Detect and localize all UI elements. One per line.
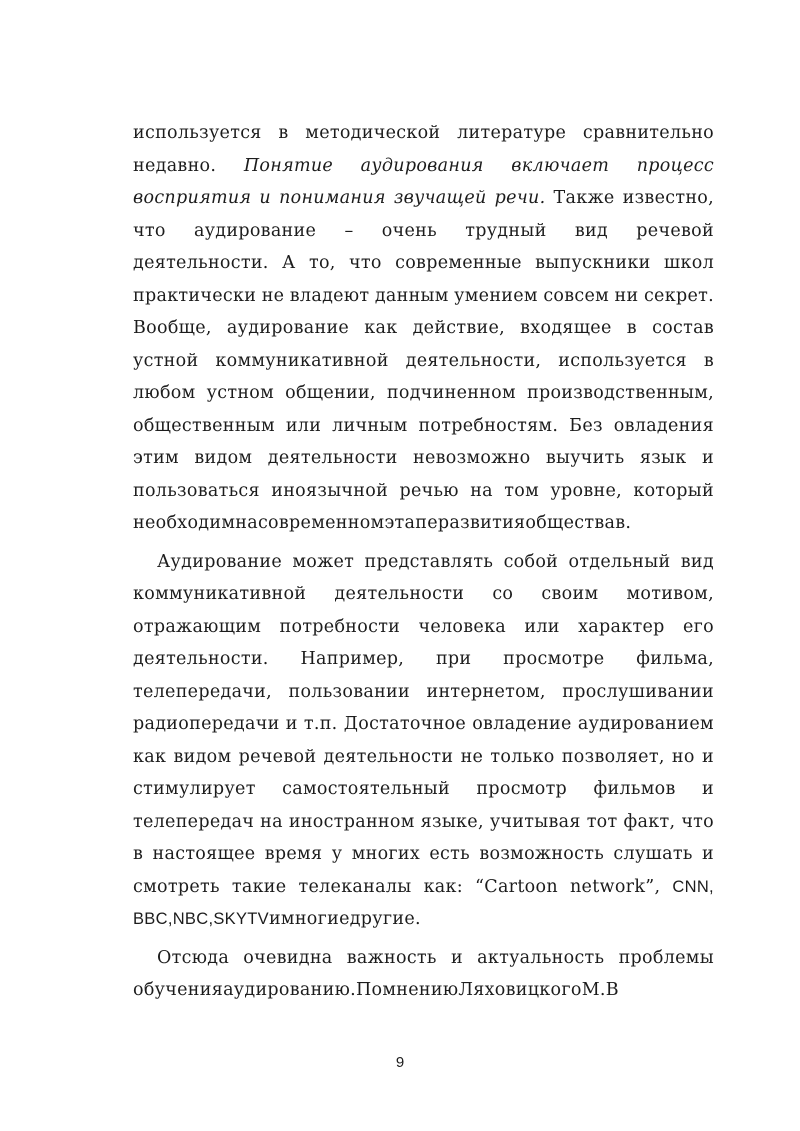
word: уровне,	[550, 480, 622, 501]
word: и	[285, 714, 298, 734]
word: у	[331, 844, 343, 864]
word: деятельности.	[133, 253, 269, 273]
text-line	[133, 974, 714, 1007]
word: входящее	[520, 318, 612, 338]
word: школ	[663, 253, 714, 273]
text-line	[133, 871, 714, 904]
text-line	[133, 578, 714, 611]
word: трудный	[465, 220, 547, 241]
word: ни	[614, 285, 639, 306]
word: очевидна	[243, 947, 333, 968]
word: и	[702, 779, 714, 799]
text-line	[133, 611, 714, 644]
word: производственным,	[527, 383, 714, 403]
word: как:	[423, 876, 463, 897]
word: и	[259, 188, 271, 208]
word: устном	[206, 383, 275, 403]
word: в	[626, 318, 637, 338]
word: выучить	[545, 448, 625, 468]
word: развития	[437, 513, 526, 533]
word: восприятия	[133, 188, 252, 208]
word: важность	[346, 947, 437, 968]
word: многих	[351, 844, 421, 864]
text-line	[133, 215, 714, 248]
word: или	[285, 415, 322, 436]
word: т.п.	[303, 714, 338, 734]
word: возможность	[479, 844, 605, 864]
word: стимулирует	[133, 779, 256, 799]
text-line	[133, 280, 714, 313]
word: этим	[133, 448, 179, 468]
text-line	[133, 838, 714, 871]
text-line	[133, 708, 714, 741]
word: тот	[586, 811, 618, 832]
word: отражающим	[133, 616, 262, 637]
word: любом	[133, 383, 196, 403]
word: деятельности,	[405, 350, 542, 371]
word: время	[264, 844, 323, 864]
word: язык	[639, 448, 687, 468]
word: том	[504, 480, 540, 501]
text-line	[133, 942, 714, 975]
word: BBC,	[133, 910, 173, 928]
word: речевой	[636, 220, 714, 241]
text-line	[133, 182, 714, 215]
word: самостоятельный	[282, 779, 450, 799]
word: личным	[332, 415, 408, 436]
word: просмотре	[503, 649, 605, 669]
text-line	[133, 117, 714, 150]
word: действие,	[412, 318, 506, 338]
word: телепередачи,	[133, 681, 272, 702]
word: речевой	[238, 746, 317, 767]
word: в	[278, 123, 289, 143]
word: иноязычной	[271, 480, 389, 501]
word: Аудирование	[157, 551, 282, 572]
word: Вообще,	[133, 318, 212, 338]
word: речью	[399, 480, 459, 501]
word: М.В	[581, 980, 619, 1000]
word: Без	[569, 415, 603, 436]
word: овладения	[613, 415, 714, 436]
word: аудирование	[193, 220, 317, 241]
word: Понятие	[243, 155, 334, 176]
word: методической	[305, 123, 441, 143]
word: позволяет,	[561, 746, 665, 767]
text-line	[133, 741, 714, 774]
word: SKY	[213, 910, 248, 928]
word: языке,	[420, 811, 484, 832]
word: мнению	[382, 980, 459, 1000]
text-line	[133, 150, 714, 183]
word: секрет.	[643, 285, 714, 306]
paragraph	[133, 546, 714, 936]
word: вид	[680, 551, 714, 572]
word: и	[701, 448, 714, 468]
word: другие.	[349, 909, 421, 929]
word: такие	[231, 876, 287, 897]
word: который	[633, 480, 714, 501]
text-line	[133, 773, 714, 806]
word: телепередач	[133, 811, 255, 832]
word: характер	[578, 616, 665, 637]
word: данным	[374, 285, 449, 306]
word: и	[701, 746, 714, 767]
word: его	[682, 616, 714, 637]
word: network”,	[569, 876, 661, 897]
word: подчиненном	[386, 383, 516, 403]
word: как	[133, 746, 167, 767]
text-line	[133, 410, 714, 443]
word: и	[450, 947, 463, 968]
word: деятельности	[323, 746, 454, 767]
word: CNN,	[672, 877, 714, 896]
word: видом	[173, 746, 232, 767]
word: но	[671, 746, 695, 767]
word: потребностям.	[418, 415, 559, 436]
word: не	[460, 746, 484, 767]
word: на	[235, 513, 258, 533]
word: общественным	[133, 415, 275, 436]
word: состав	[652, 318, 714, 338]
word: понимания	[279, 188, 386, 208]
word: очень	[381, 220, 437, 241]
word: коммуникативной	[133, 584, 307, 604]
word: представлять	[364, 551, 494, 572]
word: используется	[558, 350, 687, 371]
word: совсем	[543, 285, 610, 306]
word: сравнительно	[582, 123, 714, 143]
word: процесс	[636, 155, 714, 176]
word: Отсюда	[157, 947, 230, 968]
text-line	[133, 546, 714, 579]
word: современном	[257, 513, 385, 533]
paragraph	[133, 942, 714, 1007]
word: то,	[308, 253, 336, 273]
word: аудированием	[577, 714, 714, 734]
word: Например,	[300, 649, 405, 669]
word: деятельности.	[133, 649, 269, 669]
word: устной	[133, 350, 199, 371]
word: NBC,	[172, 910, 214, 928]
word: общества	[525, 513, 616, 533]
word: выпускники	[535, 253, 651, 273]
word: при	[435, 649, 472, 669]
word: может	[292, 551, 355, 572]
text-line	[133, 903, 714, 936]
word: владеют	[289, 285, 370, 306]
word: проблемы	[618, 947, 714, 968]
word: фильмов	[593, 779, 676, 799]
word: обучения	[133, 980, 224, 1000]
word: есть	[429, 844, 470, 864]
word: многие	[280, 909, 350, 929]
word: или	[524, 616, 560, 637]
word: овладение	[472, 714, 572, 734]
word: что	[349, 253, 382, 273]
word: слушать	[613, 844, 693, 864]
word: что	[681, 811, 714, 832]
word: аудированию.	[223, 980, 356, 1000]
word: на	[260, 811, 283, 832]
word: практически	[133, 285, 257, 306]
word: деятельности	[334, 584, 465, 604]
text-line	[133, 377, 714, 410]
word: учитывая	[489, 811, 581, 832]
word: радиопередачи	[133, 714, 280, 734]
word: Ляховицкого	[458, 980, 582, 1000]
word: телеканалы	[298, 876, 412, 897]
text-line	[133, 442, 714, 475]
word: и	[268, 909, 281, 929]
word: необходим	[133, 513, 236, 533]
text-line	[133, 643, 714, 676]
word: По	[355, 980, 383, 1000]
word: факт,	[623, 811, 676, 832]
word: звучащей	[393, 188, 487, 208]
word: иностранном	[288, 811, 415, 832]
word: фильма,	[636, 649, 714, 669]
word: что	[133, 220, 166, 241]
word: используется	[133, 123, 262, 143]
word: собой	[503, 551, 559, 572]
word: со	[492, 584, 514, 604]
page-number: 9	[395, 1054, 405, 1071]
text-line	[133, 806, 714, 839]
word: этапе	[384, 513, 438, 533]
word: литературе	[457, 123, 567, 143]
body-text	[133, 117, 714, 1007]
word: речи.	[494, 188, 546, 208]
word: мотивом,	[626, 584, 714, 604]
word: прослушивании	[562, 681, 714, 702]
word: деятельности	[267, 448, 398, 468]
text-line	[133, 312, 714, 345]
word: коммуникативной	[215, 350, 389, 371]
text-line	[133, 345, 714, 378]
word: и	[702, 844, 714, 864]
text-line	[133, 507, 714, 540]
word: Достаточное	[343, 714, 467, 734]
word: не	[261, 285, 285, 306]
word: отдельный	[568, 551, 671, 572]
word: современные	[395, 253, 522, 273]
word: общении,	[285, 383, 376, 403]
word: человека	[418, 616, 507, 637]
word: в	[133, 844, 144, 864]
word: своим	[541, 584, 599, 604]
word: видом	[194, 448, 253, 468]
word: вид	[574, 220, 609, 241]
word: известно,	[622, 188, 714, 208]
word: пользоваться	[133, 480, 260, 501]
word: смотреть	[133, 876, 220, 897]
paragraph	[133, 117, 714, 540]
word: умением	[454, 285, 538, 306]
word: включает	[511, 155, 610, 176]
word: –	[344, 220, 354, 241]
word: Также	[553, 188, 615, 208]
word: на	[470, 480, 493, 501]
text-line	[133, 247, 714, 280]
word: как	[364, 318, 398, 338]
word: потребности	[279, 616, 401, 637]
word: недавно.	[133, 155, 217, 176]
word: А	[282, 253, 296, 273]
word: интернетом,	[426, 681, 546, 702]
word: настоящее	[152, 844, 256, 864]
word: в	[703, 350, 714, 371]
word: в.	[615, 513, 632, 533]
word: только	[490, 746, 555, 767]
word: “Cartoon	[475, 876, 558, 897]
word: аудирование	[226, 318, 350, 338]
word: невозможно	[413, 448, 531, 468]
word: просмотр	[476, 779, 568, 799]
word: пользовании	[288, 681, 410, 702]
text-line	[133, 475, 714, 508]
word: актуальность	[477, 947, 605, 968]
text-line	[133, 676, 714, 709]
word: TV	[247, 910, 269, 928]
word: аудирования	[360, 155, 484, 176]
